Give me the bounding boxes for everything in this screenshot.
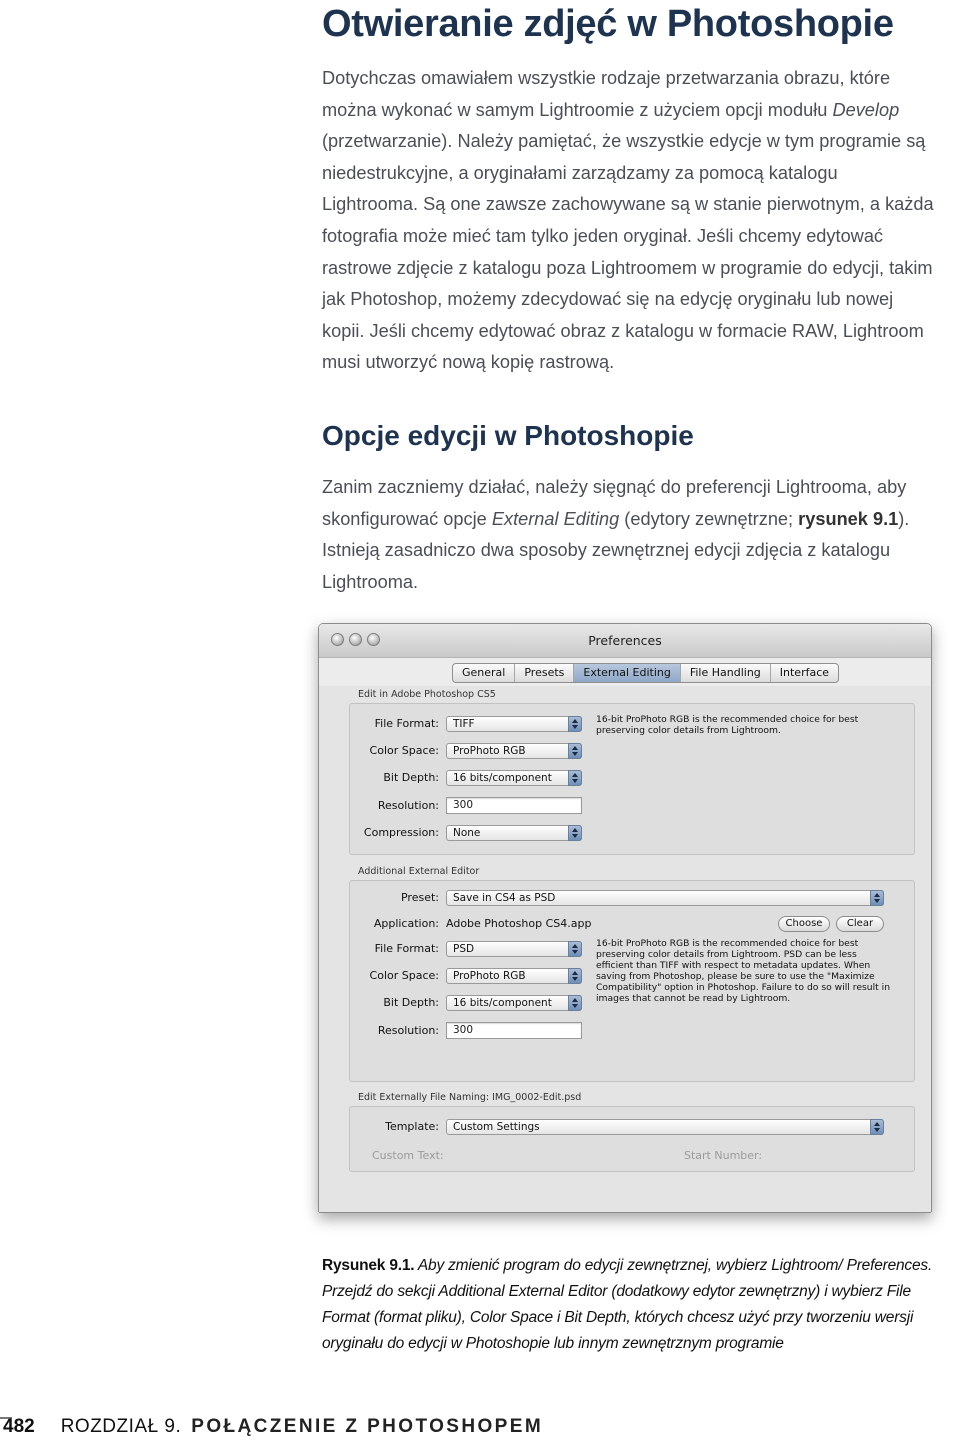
tab-presets[interactable]: Presets [515, 664, 574, 682]
compression-popup[interactable]: None [446, 825, 582, 841]
page-number: 482 [3, 1416, 35, 1437]
figure-caption [322, 1253, 938, 1357]
page-title: Otwieranie zdjęć w Photoshopie [322, 3, 894, 45]
tab-file-handling[interactable]: File Handling [681, 664, 771, 682]
choose-button[interactable]: Choose [778, 916, 830, 932]
bit-depth-popup[interactable]: 16 bits/component [446, 770, 582, 786]
popup-arrows-icon [568, 995, 582, 1011]
edit-in-photoshop-group [349, 703, 915, 855]
edit-group-note: 16-bit ProPhoto RGB is the recommended choice for best preserving color details from Lightroom. [596, 714, 859, 736]
application-value: Adobe Photoshop CS4.app [446, 917, 592, 930]
resolution-label: Resolution: [377, 799, 439, 812]
naming-group-label: Edit Externally File Naming: IMG_0002-Edit.psd [358, 1092, 582, 1103]
tab-interface[interactable]: Interface [779, 666, 830, 679]
section-paragraph: Zanim zaczniemy działać, należy sięgnąć do preferencji Lightrooma, aby skonfigurować opcje External Editing (edytory zewnętrzne; rysunek 9.1). Istnieją zasadniczo dwa sposoby zewnętrznej edycji zdjęcia z katalogu Lightrooma. [322, 477, 910, 592]
window-title: Preferences [588, 633, 662, 648]
application-label: Application: [373, 917, 439, 930]
develop-term: Develop [832, 99, 900, 120]
additional-bit-depth-popup[interactable]: 16 bits/component [446, 995, 582, 1011]
popup-arrows-icon [568, 941, 582, 957]
additional-file-format-popup[interactable]: PSD [446, 941, 582, 957]
popup-arrows-icon [568, 716, 582, 732]
popup-arrows-icon [568, 968, 582, 984]
chapter-label: ROZDZIAŁ 9. [60, 1416, 182, 1437]
preferences-screenshot [318, 623, 932, 1213]
section-heading: Opcje edycji w Photoshopie [322, 420, 694, 451]
popup-arrows-icon [568, 770, 582, 786]
template-label: Template: [385, 1120, 439, 1133]
popup-arrows-icon [568, 743, 582, 759]
additional-color-space-label: Color Space: [369, 969, 439, 982]
tab-general[interactable]: General [453, 664, 515, 682]
custom-text-label: Custom Text: [372, 1149, 444, 1162]
file-format-label: File Format: [374, 717, 439, 730]
resolution-input[interactable]: 300 [446, 797, 582, 814]
color-space-label: Color Space: [369, 744, 439, 757]
additional-file-format-label: File Format: [374, 942, 439, 955]
popup-arrows-icon [870, 1119, 884, 1135]
popup-arrows-icon [870, 890, 884, 906]
preferences-tabs [452, 663, 839, 683]
preferences-window [318, 623, 932, 1213]
additional-color-space-popup[interactable]: ProPhoto RGB [446, 968, 582, 984]
additional-bit-depth-label: Bit Depth: [383, 996, 439, 1009]
color-space-popup[interactable]: ProPhoto RGB [446, 743, 582, 759]
caption-text: Aby zmienić program do edycji zewnętrznej, wybierz Lightroom/ Preferences. Przejdź do sekcji Additional External Editor (dodatkowy edytor zewnętrzny) i wybierz File Format (format pliku), Color Space i Bit Depth, których chcesz użyć przy tworzeniu wersji oryginału do edycji w Photoshopie lub innym zewnętrznym programie [322, 1257, 933, 1352]
compression-label: Compression: [363, 826, 439, 839]
intro-paragraph: Dotychczas omawiałem wszystkie rodzaje przetwarzania obrazu, które można wykonać w samym Lightroomie z użyciem opcji modułu Develop (przetwarzanie). Należy pamiętać, że wszystkie edycje w tym programie są niedestrukcyjne, a oryginałami zarządzamy za pomocą katalogu Lightrooma. Są one zawsze zachowywane są w stanie pierwotnym, a każda fotografia może mieć tam tylko jeden oryginał. Jeśli chcemy edytować rastrowe zdjęcie z katalogu poza Lightroomem w programie do edycji, takim jak Photoshop, możemy zdecydować się na edycję oryginału lub nowej kopii. Jeśli chcemy edytować obraz z katalogu w formacie RAW, Lightroom musi utworzyć nową kopię rastrową. [322, 68, 934, 373]
additional-group-label: Additional External Editor [358, 866, 480, 877]
caption-label: Rysunek 9.1. [322, 1257, 415, 1274]
file-naming-group [349, 1106, 915, 1172]
tab-external-editing[interactable]: External Editing [574, 664, 680, 682]
edit-group-label: Edit in Adobe Photoshop CS5 [358, 689, 496, 700]
clear-button[interactable]: Clear [836, 916, 884, 932]
template-popup[interactable]: Custom Settings [446, 1119, 884, 1135]
additional-group-note: 16-bit ProPhoto RGB is the recommended choice for best preserving color details from Lightroom. PSD can be less efficient than TIFF with respect to metadata updates. When saving from Photoshop, please be sure to use the "Maximize Compatibility" option in Photoshop. Failure to do so will result in images that cannot be read by Lightroom. [596, 938, 891, 1004]
additional-editor-group [349, 880, 915, 1082]
external-editing-panel [319, 686, 931, 1213]
chapter-name: POŁĄCZENIE Z PHOTOSHOPEM [191, 1416, 544, 1437]
bit-depth-label: Bit Depth: [383, 771, 439, 784]
additional-resolution-label: Resolution: [377, 1024, 439, 1037]
external-editing-term: External Editing [491, 508, 620, 529]
popup-arrows-icon [568, 825, 582, 841]
figure-reference: rysunek 9.1 [798, 508, 899, 529]
start-number-label: Start Number: [684, 1149, 763, 1162]
page-footer [3, 1416, 543, 1438]
file-format-popup[interactable]: TIFF [446, 716, 582, 732]
preset-popup[interactable]: Save in CS4 as PSD [446, 890, 884, 906]
additional-resolution-input[interactable]: 300 [446, 1022, 582, 1039]
window-titlebar [319, 624, 931, 658]
preset-label: Preset: [400, 891, 439, 904]
